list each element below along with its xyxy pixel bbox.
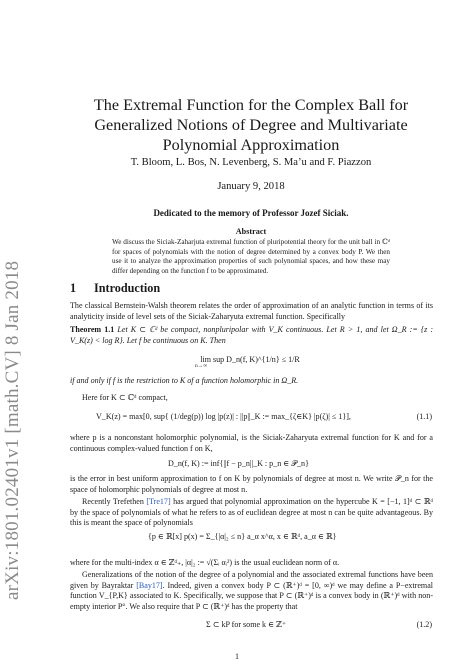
theorem-conclusion: if and only if f is the restriction to K of a function holomorphic in Ω_R. [70,376,299,385]
abstract-heading: Abstract [235,227,267,236]
generalization-paragraph [70,570,433,612]
abstract-text: We discuss the Siciak-Zaharjuta extremal function of pluripotential theory for the unit ball in ℂᵈ for spaces of polynomials with the notion of degree determined by a convex body P. We then use it to analyze the approximation properties of such polynomial spaces, and how these may differ depending on the function f to be approximated. [112,238,390,275]
section-number: 1 [70,281,77,295]
equation-1-1-number: (1.1) [416,412,432,421]
trefethen-citation-link[interactable]: [Tre17] [146,497,171,506]
theorem-equation-main: lim sup D_n(f, K)^{1/n} ≤ 1/R [200,355,300,364]
multi-index-text: where for the multi-index α ∈ ℤᵈ₊, |α|₂ := √(Σᵢ αᵢ²) is the usual euclidean norm of α. [70,558,340,567]
page-number: 1 [235,652,239,661]
extremal-function-text: where p is a nonconstant holomorphic polynomial, is the Siciak-Zaharyuta extremal function for K and for a continuous complex-valued function f on K, [70,433,433,453]
dn-definition: D_n(f, K) := inf{||f − p_n||_K : p_n ∈ 𝒫_n} [168,459,309,468]
trefethen-paragraph [70,497,433,529]
section-heading [70,281,160,296]
dedication: Dedicated to the memory of Professor Jozef Siciak. [153,208,349,218]
trefethen-text-a: Recently Trefethen [82,497,144,506]
paper-title: The Extremal Function for the Complex Ball for Generalized Notions of Degree and Multivariate Polynomial Approximation [93,96,409,154]
theorem-statement [70,325,433,346]
equation-1-1: V_K(z) = max[0, sup{ (1/deg(p)) log |p(z)| : ||p||_K := max_{ζ∈K} |p(ζ)| ≤ 1}], [96,412,351,421]
arxiv-identifier: arXiv:1801.02401v1 [math.CV] 8 Jan 2018 [2,260,23,600]
intro-paragraph: The classical Bernstein-Walsh theorem relates the order of approximation of an analytic function in terms of its analyticity inside of level sets of the Siciak-Zaharyuta extremal function. Specifically [70,301,433,321]
equation-1-2: Σ ⊂ kP for some k ∈ ℤ⁺ [206,620,287,629]
here-line: Here for K ⊂ ℂᵈ compact, [82,393,168,402]
theorem-text: Let K ⊂ ℂᵈ be compact, nonpluripolar with V_K continuous. Let R > 1, and let Ω_R := {z : V_K(z) < log R}. Let f be continuous on K. Then [70,325,433,345]
equation-1-2-number: (1.2) [416,620,432,629]
trefethen-text-b: has argued that polynomial approximation on the hypercube K = [−1, 1]ᵈ ⊂ ℝᵈ by the space of polynomials of what he refers to as of euclidean degree at most n can be quite advantageous. By this is meant the space of polynomials [70,497,433,528]
polynomial-space-equation: {p ∈ ℝ[x] p(x) = Σ_{|α|₂ ≤ n} a_α x^α, x ∈ ℝᵈ, a_α ∈ ℝ} [148,532,337,541]
paper-date: January 9, 2018 [217,181,285,192]
theorem-label: Theorem 1.1 [70,325,115,334]
theorem-equation [185,355,315,369]
author-list: T. Bloom, L. Bos, N. Levenberg, S. Ma’u and F. Piazzon [130,157,372,168]
bayraktar-citation-link[interactable]: [Bay17] [136,580,163,590]
section-title: Introduction [94,281,161,295]
generalization-text-a: Generalizations of the notion of the degree of a polynomial and the associated extremal functions have been given by Bayraktar [70,570,433,590]
theorem-equation-subscript: n→∞ [195,363,208,369]
generalization-text-b: . Indeed, given a convex body P ⊂ (ℝ⁺)ᵈ = [0, ∞)ᵈ we may define a P−extremal function V_{P,K} associated to K. Specifically, we suppose that P ⊂ (ℝ⁺)ᵈ is a convex body in (ℝ⁺)ᵈ with non-empty interior P°. We also require that P ⊂ (ℝ⁺)ᵈ has the property that [70,580,433,611]
error-text: is the error in best uniform approximation to f on K by polynomials of degree at most n. We write 𝒫_n for the space of holomorphic polynomials of degree at most n. [70,474,433,494]
